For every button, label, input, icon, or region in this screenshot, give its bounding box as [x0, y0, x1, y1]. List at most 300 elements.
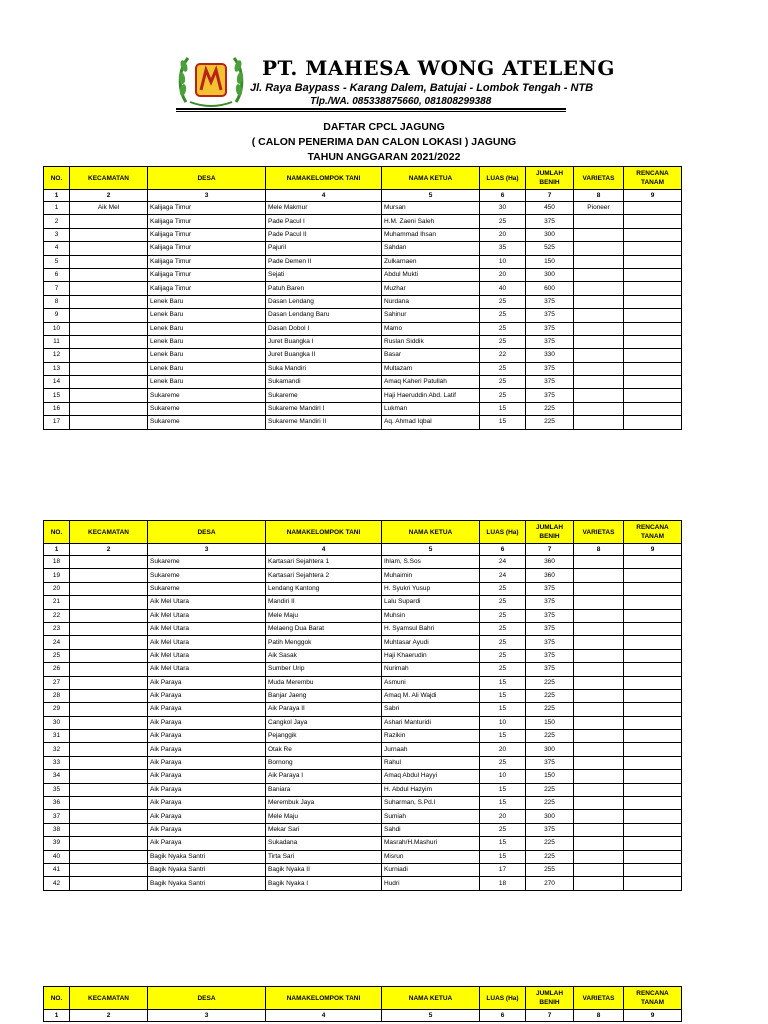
- cell-kelompok-tani: Kartasari Sejahtera 2: [266, 569, 382, 582]
- table-row: [44, 730, 682, 743]
- cell-rencana-tanam: [624, 703, 682, 716]
- cell-no: 15: [44, 389, 70, 402]
- table-row: [44, 689, 682, 702]
- cell-luas: 24: [480, 569, 526, 582]
- cell-kelompok-tani: Bagik Nyaka I: [266, 877, 382, 890]
- cell-rencana-tanam: [624, 850, 682, 863]
- cell-varietas: [574, 228, 624, 241]
- cell-kecamatan: [70, 783, 148, 796]
- cell-no: 4: [44, 242, 70, 255]
- column-header-jumlah-benih: JUMLAH BENIH: [526, 167, 574, 190]
- cell-desa: Aik Mel Utara: [148, 596, 266, 609]
- cell-no: 42: [44, 877, 70, 890]
- cell-kelompok-tani: Mele Maju: [266, 810, 382, 823]
- column-index-cell: 6: [480, 1010, 526, 1022]
- cell-varietas: [574, 416, 624, 429]
- cell-kecamatan: [70, 823, 148, 836]
- table-row: [44, 877, 682, 890]
- cell-desa: Aik Paraya: [148, 743, 266, 756]
- cell-desa: Aik Paraya: [148, 810, 266, 823]
- cell-rencana-tanam: [624, 770, 682, 783]
- cell-rencana-tanam: [624, 349, 682, 362]
- cell-varietas: [574, 215, 624, 228]
- cell-luas: 15: [480, 703, 526, 716]
- cell-varietas: [574, 389, 624, 402]
- table-row: [44, 770, 682, 783]
- cell-no: 16: [44, 402, 70, 415]
- column-index-cell: 3: [148, 544, 266, 556]
- document-header: [0, 0, 768, 185]
- cpcl-table-1: [43, 166, 682, 430]
- cell-luas: 20: [480, 810, 526, 823]
- cell-desa: Bagik Nyaka Santri: [148, 850, 266, 863]
- cell-rencana-tanam: [624, 756, 682, 769]
- doc-title: DAFTAR CPCL JAGUNG: [323, 121, 445, 133]
- column-index-cell: 8: [574, 190, 624, 202]
- cell-rencana-tanam: [624, 730, 682, 743]
- table-row: [44, 797, 682, 810]
- cell-varietas: [574, 756, 624, 769]
- doc-subtitle: ( CALON PENERIMA DAN CALON LOKASI ) JAGUNG: [251, 136, 517, 148]
- cell-desa: Kalijaga Timur: [148, 202, 266, 215]
- cell-jumlah-benih: 225: [526, 703, 574, 716]
- cell-varietas: [574, 268, 624, 281]
- cell-luas: 15: [480, 689, 526, 702]
- cell-desa: Aik Paraya: [148, 730, 266, 743]
- cell-jumlah-benih: 225: [526, 783, 574, 796]
- cell-desa: Lenek Baru: [148, 376, 266, 389]
- table-row: [44, 622, 682, 635]
- cell-kecamatan: [70, 228, 148, 241]
- cell-luas: 25: [480, 823, 526, 836]
- cell-luas: 25: [480, 636, 526, 649]
- cell-kecamatan: [70, 622, 148, 635]
- cell-rencana-tanam: [624, 282, 682, 295]
- column-index-row: [44, 544, 682, 556]
- column-index-cell: 9: [624, 544, 682, 556]
- cell-desa: Aik Mel Utara: [148, 663, 266, 676]
- cell-nama-ketua: Abdul Mukti: [382, 268, 480, 281]
- cell-kecamatan: [70, 663, 148, 676]
- cell-kelompok-tani: Bornong: [266, 756, 382, 769]
- table-row: [44, 282, 682, 295]
- cell-kelompok-tani: Patuh Baren: [266, 282, 382, 295]
- cell-kecamatan: [70, 877, 148, 890]
- cell-no: 37: [44, 810, 70, 823]
- cell-varietas: [574, 850, 624, 863]
- table-row: [44, 268, 682, 281]
- column-index-cell: 5: [382, 1010, 480, 1022]
- cell-desa: Aik Paraya: [148, 716, 266, 729]
- cell-no: 10: [44, 322, 70, 335]
- cell-kelompok-tani: Pajuril: [266, 242, 382, 255]
- cell-kelompok-tani: Cangkol Jaya: [266, 716, 382, 729]
- cell-rencana-tanam: [624, 663, 682, 676]
- column-index-cell: 6: [480, 190, 526, 202]
- table-row: [44, 362, 682, 375]
- cell-desa: Kalijaga Timur: [148, 228, 266, 241]
- cell-nama-ketua: Haji Haeruddin Abd. Latif: [382, 389, 480, 402]
- cell-nama-ketua: Muhaimin: [382, 569, 480, 582]
- cell-desa: Aik Mel Utara: [148, 609, 266, 622]
- cell-luas: 25: [480, 215, 526, 228]
- cell-luas: 25: [480, 582, 526, 595]
- cell-kelompok-tani: Sukareme Mandiri II: [266, 416, 382, 429]
- cell-kelompok-tani: Sukareme: [266, 389, 382, 402]
- cell-kelompok-tani: Mandiri II: [266, 596, 382, 609]
- cell-kelompok-tani: Sejati: [266, 268, 382, 281]
- cell-rencana-tanam: [624, 716, 682, 729]
- cell-luas: 20: [480, 228, 526, 241]
- table-row: [44, 255, 682, 268]
- cell-kelompok-tani: Aik Sasak: [266, 649, 382, 662]
- cell-varietas: [574, 703, 624, 716]
- column-header-kecamatan: KECAMATAN: [70, 987, 148, 1010]
- cell-kelompok-tani: Mekar Sari: [266, 823, 382, 836]
- cell-luas: 17: [480, 863, 526, 876]
- cell-desa: Bagik Nyaka Santri: [148, 863, 266, 876]
- column-index-cell: 4: [266, 190, 382, 202]
- cell-no: 32: [44, 743, 70, 756]
- cell-jumlah-benih: 255: [526, 863, 574, 876]
- cell-nama-ketua: Sahinur: [382, 309, 480, 322]
- cell-jumlah-benih: 375: [526, 322, 574, 335]
- cell-kecamatan: [70, 309, 148, 322]
- cell-desa: Sukareme: [148, 416, 266, 429]
- column-index-cell: 4: [266, 1010, 382, 1022]
- table-row: [44, 837, 682, 850]
- cell-jumlah-benih: 270: [526, 877, 574, 890]
- cell-jumlah-benih: 375: [526, 215, 574, 228]
- cell-jumlah-benih: 225: [526, 689, 574, 702]
- cell-kelompok-tani: Tirta Sari: [266, 850, 382, 863]
- cell-varietas: [574, 770, 624, 783]
- cell-jumlah-benih: 300: [526, 228, 574, 241]
- cell-kelompok-tani: Bagik Nyaka II: [266, 863, 382, 876]
- table-row: [44, 242, 682, 255]
- column-index-cell: 4: [266, 544, 382, 556]
- cell-no: 17: [44, 416, 70, 429]
- cell-kelompok-tani: Melaeng Dua Barat: [266, 622, 382, 635]
- cell-no: 1: [44, 202, 70, 215]
- cell-kelompok-tani: Aik Paraya I: [266, 770, 382, 783]
- cell-luas: 15: [480, 837, 526, 850]
- cell-desa: Lenek Baru: [148, 295, 266, 308]
- cell-nama-ketua: Sabri: [382, 703, 480, 716]
- column-index-cell: 2: [70, 190, 148, 202]
- cell-rencana-tanam: [624, 596, 682, 609]
- table-row: [44, 716, 682, 729]
- cell-no: 21: [44, 596, 70, 609]
- cell-rencana-tanam: [624, 783, 682, 796]
- cell-rencana-tanam: [624, 649, 682, 662]
- cell-luas: 25: [480, 609, 526, 622]
- cell-varietas: [574, 376, 624, 389]
- cell-nama-ketua: Misrun: [382, 850, 480, 863]
- cell-kecamatan: [70, 797, 148, 810]
- cell-luas: 15: [480, 850, 526, 863]
- cell-nama-ketua: Ruslan Siddik: [382, 335, 480, 348]
- cell-no: 20: [44, 582, 70, 595]
- cell-jumlah-benih: 375: [526, 609, 574, 622]
- cell-varietas: [574, 663, 624, 676]
- table-row: [44, 556, 682, 569]
- cell-nama-ketua: Muhammad Ihsan: [382, 228, 480, 241]
- cell-luas: 25: [480, 622, 526, 635]
- table-row: [44, 295, 682, 308]
- cell-jumlah-benih: 375: [526, 823, 574, 836]
- cell-kecamatan: [70, 689, 148, 702]
- cell-nama-ketua: Nurdana: [382, 295, 480, 308]
- cell-rencana-tanam: [624, 202, 682, 215]
- cell-luas: 40: [480, 282, 526, 295]
- cell-kecamatan: [70, 349, 148, 362]
- cell-varietas: [574, 582, 624, 595]
- cell-kelompok-tani: Sukadana: [266, 837, 382, 850]
- cell-jumlah-benih: 375: [526, 362, 574, 375]
- cell-kecamatan: [70, 362, 148, 375]
- cell-kecamatan: [70, 676, 148, 689]
- cell-no: 36: [44, 797, 70, 810]
- cell-no: 3: [44, 228, 70, 241]
- cell-nama-ketua: Muhtasar Ayudi: [382, 636, 480, 649]
- cell-kecamatan: [70, 376, 148, 389]
- cell-varietas: [574, 349, 624, 362]
- cell-kelompok-tani: Dasan Lendang: [266, 295, 382, 308]
- cell-rencana-tanam: [624, 569, 682, 582]
- cell-kelompok-tani: Aik Paraya II: [266, 703, 382, 716]
- cell-rencana-tanam: [624, 609, 682, 622]
- cell-nama-ketua: Rahul: [382, 756, 480, 769]
- cell-nama-ketua: Ihlam, S.Sos: [382, 556, 480, 569]
- table-row: [44, 389, 682, 402]
- cell-varietas: [574, 556, 624, 569]
- column-header-varietas: VARIETAS: [574, 987, 624, 1010]
- column-index-cell: 5: [382, 544, 480, 556]
- cell-no: 8: [44, 295, 70, 308]
- cell-jumlah-benih: 330: [526, 349, 574, 362]
- cell-kecamatan: [70, 268, 148, 281]
- cell-varietas: [574, 649, 624, 662]
- table-row: [44, 322, 682, 335]
- cell-varietas: Pioneer: [574, 202, 624, 215]
- column-header-varietas: VARIETAS: [574, 167, 624, 190]
- cell-luas: 25: [480, 376, 526, 389]
- column-index-cell: 6: [480, 544, 526, 556]
- cell-kecamatan: [70, 242, 148, 255]
- cell-no: 9: [44, 309, 70, 322]
- header-divider-thin: [176, 111, 566, 112]
- cell-no: 11: [44, 335, 70, 348]
- cell-varietas: [574, 335, 624, 348]
- cell-no: 18: [44, 556, 70, 569]
- table-row: [44, 743, 682, 756]
- cell-nama-ketua: Sahdan: [382, 242, 480, 255]
- company-name: PT. MAHESA WONG ATELENG: [262, 56, 615, 80]
- column-header-no: NO.: [44, 167, 70, 190]
- cell-desa: Aik Paraya: [148, 676, 266, 689]
- cell-kelompok-tani: Baniara: [266, 783, 382, 796]
- cell-jumlah-benih: 375: [526, 756, 574, 769]
- cell-desa: Lenek Baru: [148, 335, 266, 348]
- cell-rencana-tanam: [624, 389, 682, 402]
- cell-kecamatan: [70, 416, 148, 429]
- column-header-rencana-tanam: RENCANA TANAM: [624, 987, 682, 1010]
- cell-varietas: [574, 863, 624, 876]
- cell-desa: Kalijaga Timur: [148, 242, 266, 255]
- company-logo: [176, 52, 246, 110]
- cell-varietas: [574, 743, 624, 756]
- cell-desa: Aik Mel Utara: [148, 636, 266, 649]
- table-row: [44, 810, 682, 823]
- column-header-nama-ketua: NAMA KETUA: [382, 167, 480, 190]
- cell-nama-ketua: Hudri: [382, 877, 480, 890]
- cell-kecamatan: [70, 703, 148, 716]
- cell-kelompok-tani: Sumber Urip: [266, 663, 382, 676]
- cell-kecamatan: [70, 335, 148, 348]
- cell-luas: 25: [480, 309, 526, 322]
- cell-no: 24: [44, 636, 70, 649]
- table-row: [44, 228, 682, 241]
- cell-kecamatan: [70, 596, 148, 609]
- cell-varietas: [574, 255, 624, 268]
- cell-nama-ketua: Ashari Manturidi: [382, 716, 480, 729]
- cell-no: 12: [44, 349, 70, 362]
- column-index-cell: 1: [44, 544, 70, 556]
- cell-kelompok-tani: Banjar Jaeng: [266, 689, 382, 702]
- cell-varietas: [574, 730, 624, 743]
- cell-varietas: [574, 362, 624, 375]
- cell-kelompok-tani: Otak Re: [266, 743, 382, 756]
- cell-luas: 25: [480, 389, 526, 402]
- column-index-cell: 9: [624, 1010, 682, 1022]
- cell-jumlah-benih: 225: [526, 730, 574, 743]
- column-header-kelompok-tani: NAMAKELOMPOK TANI: [266, 167, 382, 190]
- cpcl-table-2: [43, 520, 682, 891]
- cell-no: 39: [44, 837, 70, 850]
- company-address: Jl. Raya Baypass - Karang Dalem, Batujai - Lombok Tengah - NTB: [250, 82, 594, 94]
- table-row: [44, 663, 682, 676]
- cell-luas: 35: [480, 242, 526, 255]
- cell-varietas: [574, 636, 624, 649]
- cell-rencana-tanam: [624, 228, 682, 241]
- cell-kelompok-tani: Sukamandi: [266, 376, 382, 389]
- cell-rencana-tanam: [624, 689, 682, 702]
- cell-luas: 24: [480, 556, 526, 569]
- table-header-row: [44, 521, 682, 544]
- table-header-row: [44, 987, 682, 1010]
- cell-luas: 20: [480, 743, 526, 756]
- cell-varietas: [574, 689, 624, 702]
- cell-desa: Sukareme: [148, 402, 266, 415]
- cell-nama-ketua: Sahdi: [382, 823, 480, 836]
- cell-desa: Bagik Nyaka Santri: [148, 877, 266, 890]
- cell-nama-ketua: Muzhar: [382, 282, 480, 295]
- cell-rencana-tanam: [624, 242, 682, 255]
- cell-kelompok-tani: Juret Buangka II: [266, 349, 382, 362]
- cell-nama-ketua: Basar: [382, 349, 480, 362]
- cell-desa: Aik Mel Utara: [148, 649, 266, 662]
- cell-nama-ketua: Zulkarnaen: [382, 255, 480, 268]
- cell-jumlah-benih: 225: [526, 850, 574, 863]
- column-header-desa: DESA: [148, 521, 266, 544]
- cell-nama-ketua: Sumiah: [382, 810, 480, 823]
- cell-kecamatan: [70, 322, 148, 335]
- cell-desa: Aik Paraya: [148, 770, 266, 783]
- cell-no: 38: [44, 823, 70, 836]
- table-row: [44, 676, 682, 689]
- cell-desa: Lenek Baru: [148, 349, 266, 362]
- cell-nama-ketua: Muhsin: [382, 609, 480, 622]
- cell-desa: Kalijaga Timur: [148, 282, 266, 295]
- cell-luas: 15: [480, 676, 526, 689]
- cell-kelompok-tani: Mele Makmur: [266, 202, 382, 215]
- column-index-cell: 8: [574, 544, 624, 556]
- cell-kecamatan: [70, 556, 148, 569]
- cell-kecamatan: [70, 282, 148, 295]
- column-header-luas: LUAS (Ha): [480, 987, 526, 1010]
- cell-nama-ketua: H. Syamsul Bahri: [382, 622, 480, 635]
- cell-nama-ketua: Masrah/H.Mashuri: [382, 837, 480, 850]
- cell-luas: 10: [480, 770, 526, 783]
- cell-nama-ketua: Haji Khaerudin: [382, 649, 480, 662]
- cell-no: 30: [44, 716, 70, 729]
- cell-desa: Kalijaga Timur: [148, 268, 266, 281]
- cell-kelompok-tani: Muda Merembu: [266, 676, 382, 689]
- cell-kecamatan: [70, 863, 148, 876]
- cell-nama-ketua: Jurnaah: [382, 743, 480, 756]
- cell-jumlah-benih: 225: [526, 797, 574, 810]
- cell-rencana-tanam: [624, 622, 682, 635]
- cell-rencana-tanam: [624, 268, 682, 281]
- cell-jumlah-benih: 360: [526, 569, 574, 582]
- cell-luas: 15: [480, 730, 526, 743]
- cell-rencana-tanam: [624, 416, 682, 429]
- cell-varietas: [574, 242, 624, 255]
- cell-jumlah-benih: 225: [526, 676, 574, 689]
- cell-jumlah-benih: 375: [526, 582, 574, 595]
- cell-varietas: [574, 823, 624, 836]
- table-row: [44, 596, 682, 609]
- cell-jumlah-benih: 150: [526, 255, 574, 268]
- table-row: [44, 349, 682, 362]
- table-row: [44, 309, 682, 322]
- cell-kecamatan: [70, 810, 148, 823]
- column-index-cell: 2: [70, 1010, 148, 1022]
- cell-jumlah-benih: 375: [526, 636, 574, 649]
- table-row: [44, 636, 682, 649]
- cell-desa: Kalijaga Timur: [148, 255, 266, 268]
- table-row: [44, 756, 682, 769]
- cell-kecamatan: [70, 730, 148, 743]
- cell-no: 29: [44, 703, 70, 716]
- cell-luas: 25: [480, 663, 526, 676]
- cell-jumlah-benih: 300: [526, 743, 574, 756]
- column-index-cell: 7: [526, 190, 574, 202]
- table-row: [44, 783, 682, 796]
- cell-luas: 25: [480, 649, 526, 662]
- table-row: [44, 376, 682, 389]
- table-row: [44, 823, 682, 836]
- column-header-desa: DESA: [148, 987, 266, 1010]
- cell-nama-ketua: Suharman, S.Pd.I: [382, 797, 480, 810]
- cell-rencana-tanam: [624, 582, 682, 595]
- column-header-nama-ketua: NAMA KETUA: [382, 521, 480, 544]
- column-index-cell: 7: [526, 1010, 574, 1022]
- column-index-cell: 3: [148, 190, 266, 202]
- cell-no: 31: [44, 730, 70, 743]
- cell-rencana-tanam: [624, 556, 682, 569]
